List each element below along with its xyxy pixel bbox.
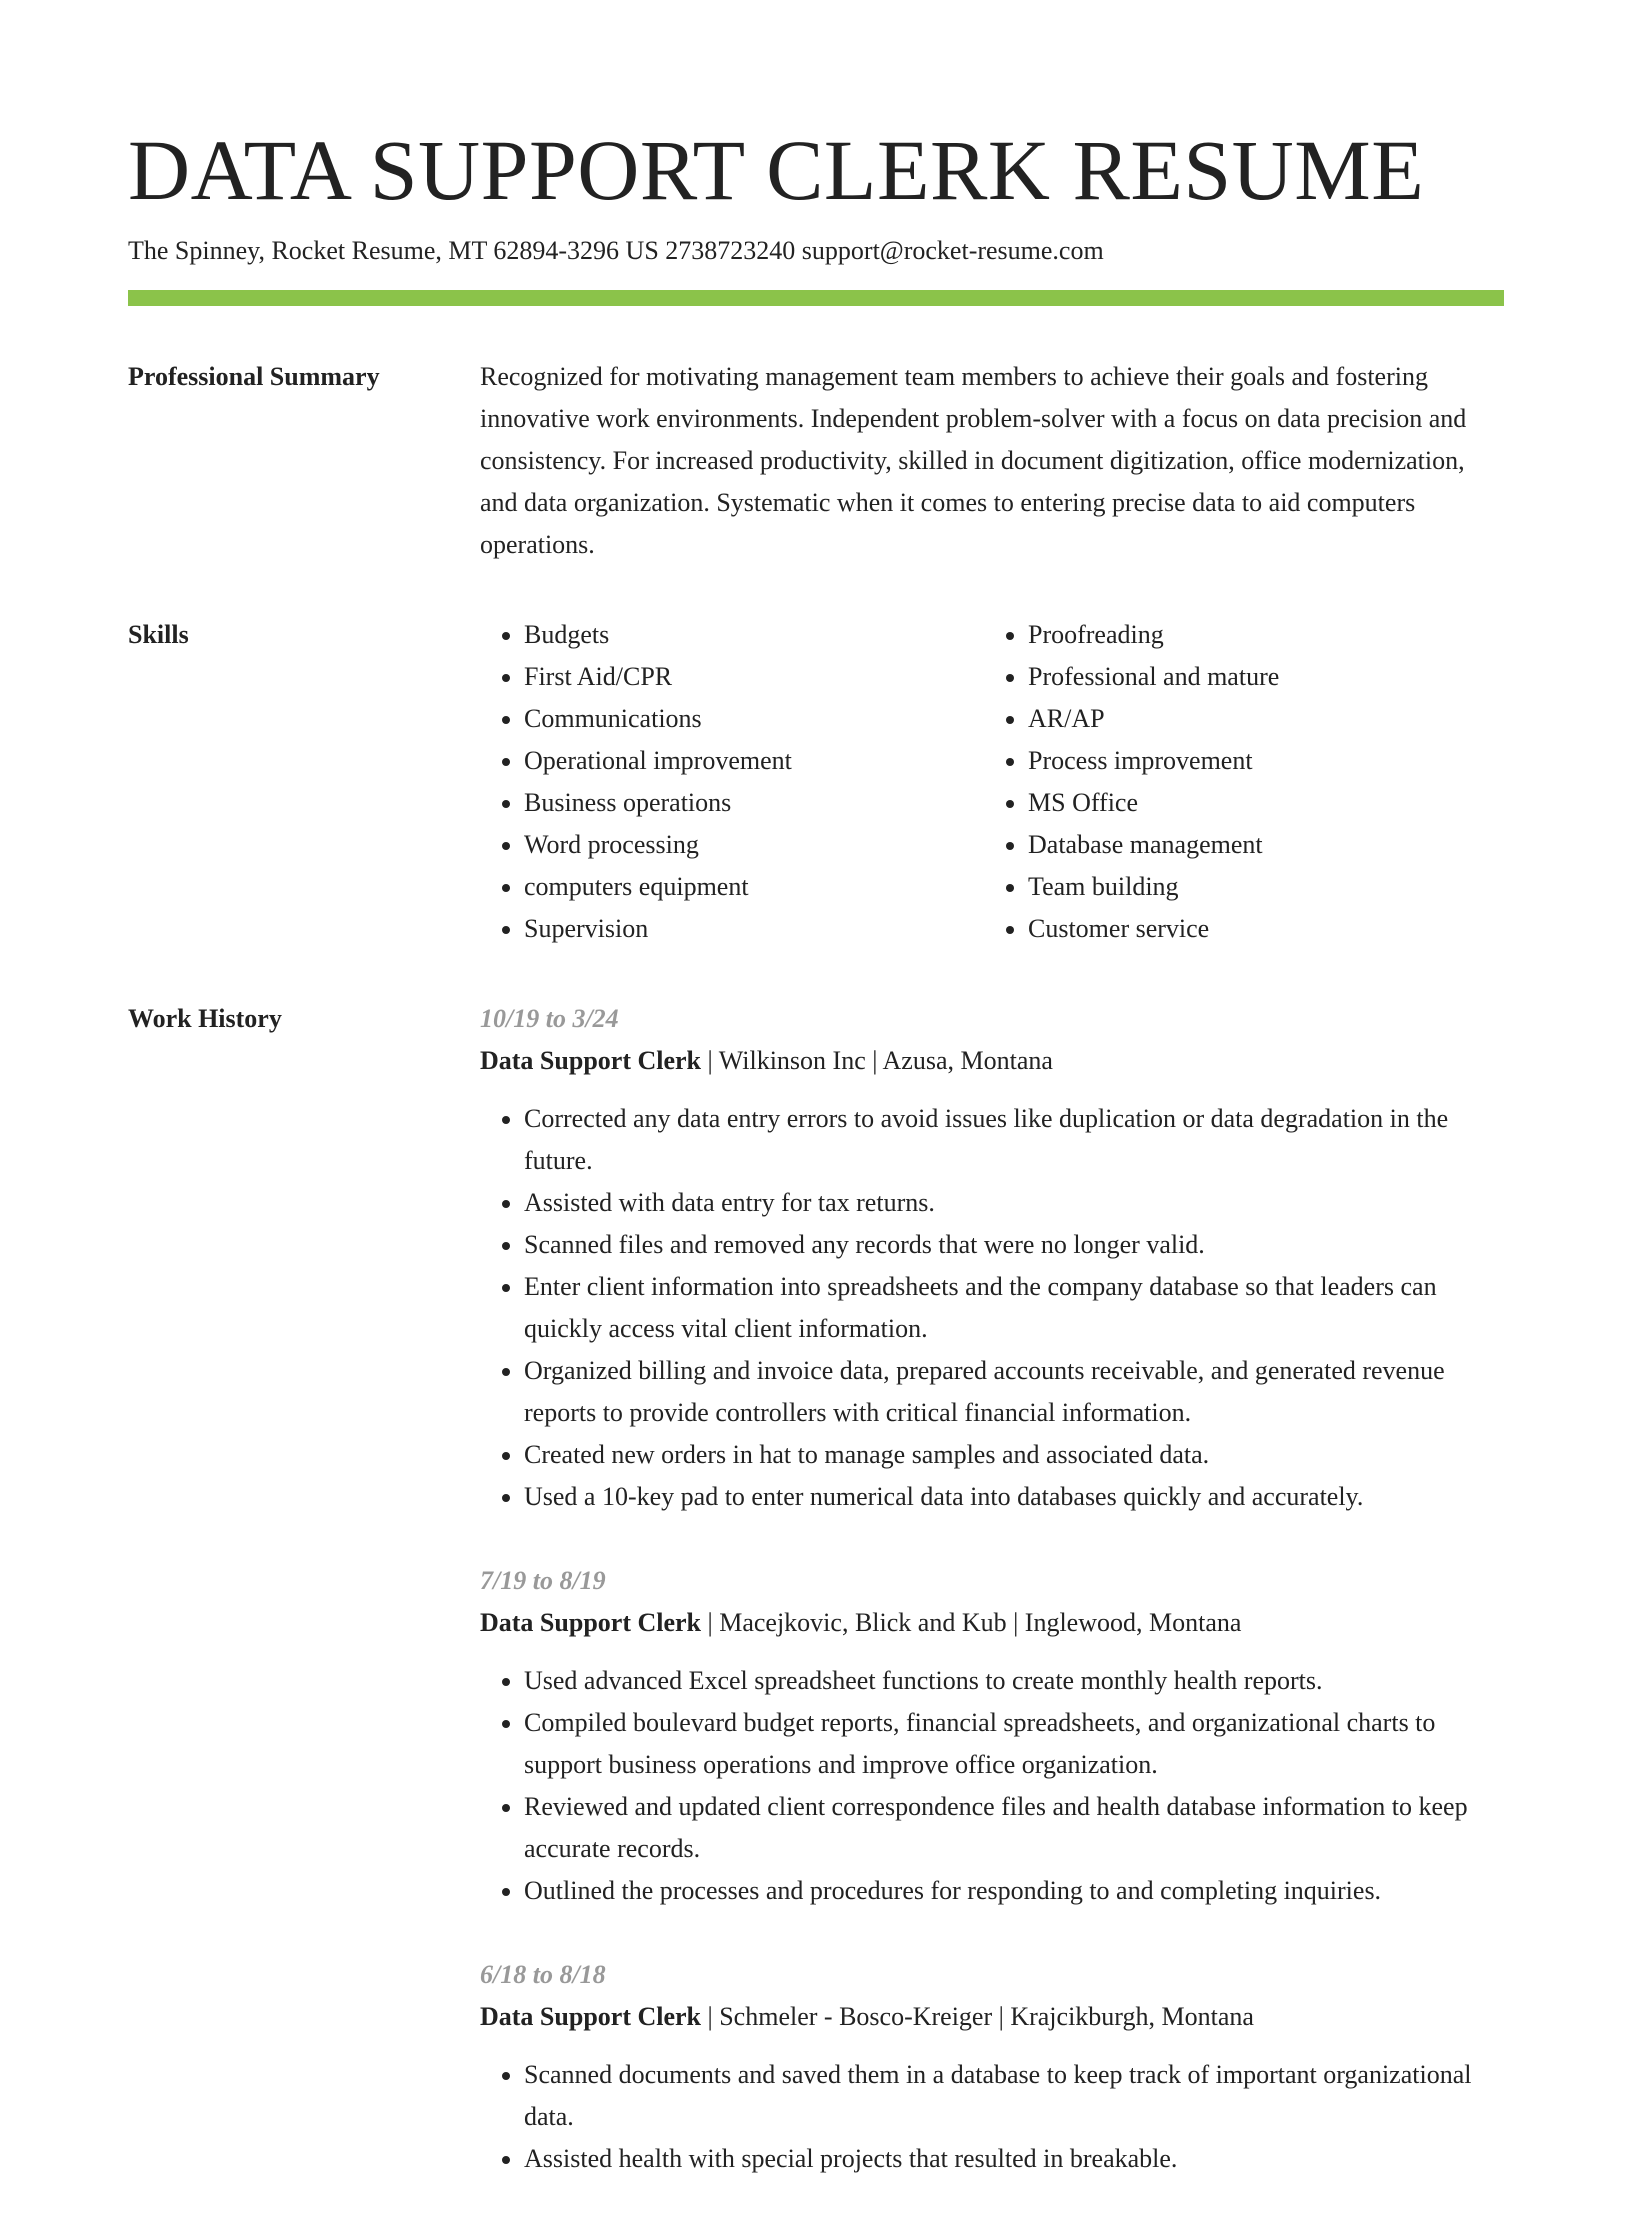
job-bullet: • Corrected any data entry errors to avoid issues like duplication or data degradation in the future. xyxy=(524,1098,1504,1182)
job-bullet: • Created new orders in hat to manage samples and associated data. xyxy=(524,1434,1504,1476)
work-history-section xyxy=(128,998,1504,2222)
job-bullet: • Enter client information into spreadsheets and the company database so that leaders can quickly access vital client information. xyxy=(524,1266,1504,1350)
job-bullet: • Assisted health with special projects that resulted in breakable. xyxy=(524,2138,1504,2180)
skill-item: • Process improvement xyxy=(1028,740,1488,782)
job-entry xyxy=(480,998,1504,1518)
summary-text: Recognized for motivating management team members to achieve their goals and fostering innovative work environments. Independent problem-solver with a focus on data precision and consistency. For increased productivity, skilled in document digitization, office modernization, and data organization. Systematic when it comes to entering precise data to aid computers operations. xyxy=(480,362,1467,559)
section-label-summary: Professional Summary xyxy=(128,362,380,391)
job-title: Data Support Clerk xyxy=(480,1608,702,1637)
skill-item: • Team building xyxy=(1028,866,1488,908)
job-entry xyxy=(480,1560,1504,1912)
job-employer-location: | Macejkovic, Blick and Kub | Inglewood, Montana xyxy=(701,1608,1242,1637)
section-label-work-history: Work History xyxy=(128,1004,282,1033)
resume-title: DATA SUPPORT CLERK RESUME xyxy=(128,122,1425,218)
job-heading xyxy=(480,1602,1504,1644)
job-heading xyxy=(480,1040,1504,1082)
job-bullet: • Organized billing and invoice data, prepared accounts receivable, and generated revenue reports to provide controllers with critical financial information. xyxy=(524,1350,1504,1434)
skills-columns xyxy=(480,614,1504,950)
skills-list-left xyxy=(480,614,984,950)
job-heading xyxy=(480,1996,1504,2038)
job-bullet: • Compiled boulevard budget reports, financial spreadsheets, and organizational charts to support business operations and improve office organization. xyxy=(524,1702,1504,1786)
job-bullet: • Reviewed and updated client correspondence files and health database information to keep accurate records. xyxy=(524,1786,1504,1870)
skill-item: • AR/AP xyxy=(1028,698,1488,740)
job-dates: 10/19 to 3/24 xyxy=(480,1004,619,1033)
job-bullet: • Outlined the processes and procedures for responding to and completing inquiries. xyxy=(524,1870,1504,1912)
skill-item: • Customer service xyxy=(1028,908,1488,950)
job-employer-location: | Wilkinson Inc | Azusa, Montana xyxy=(701,1046,1053,1075)
contact-line: The Spinney, Rocket Resume, MT 62894-3296 US 2738723240 support@rocket-resume.com xyxy=(128,236,1104,265)
job-employer-location: | Schmeler - Bosco-Kreiger | Krajcikburgh, Montana xyxy=(701,2002,1254,2031)
job-dates: 7/19 to 8/19 xyxy=(480,1566,606,1595)
skill-item: • computers equipment xyxy=(524,866,984,908)
skill-item: • Proofreading xyxy=(1028,614,1488,656)
job-bullets xyxy=(480,1660,1504,1912)
job-title: Data Support Clerk xyxy=(480,2002,702,2031)
job-entry xyxy=(480,1954,1504,2180)
section-label-skills: Skills xyxy=(128,620,189,649)
skill-item: • Professional and mature xyxy=(1028,656,1488,698)
skill-item: • MS Office xyxy=(1028,782,1488,824)
skill-item: • Supervision xyxy=(524,908,984,950)
skill-item: • First Aid/CPR xyxy=(524,656,984,698)
summary-section xyxy=(128,356,1504,566)
job-title: Data Support Clerk xyxy=(480,1046,702,1075)
job-bullet: • Used a 10-key pad to enter numerical data into databases quickly and accurately. xyxy=(524,1476,1504,1518)
job-bullet: • Scanned files and removed any records that were no longer valid. xyxy=(524,1224,1504,1266)
job-bullet: • Scanned documents and saved them in a database to keep track of important organizational data. xyxy=(524,2054,1504,2138)
job-dates: 6/18 to 8/18 xyxy=(480,1960,606,1989)
job-bullets xyxy=(480,2054,1504,2180)
skill-item: • Business operations xyxy=(524,782,984,824)
skills-list-right xyxy=(984,614,1488,950)
accent-divider xyxy=(128,290,1504,306)
skill-item: • Communications xyxy=(524,698,984,740)
skill-item: • Budgets xyxy=(524,614,984,656)
skill-item: • Word processing xyxy=(524,824,984,866)
job-bullets xyxy=(480,1098,1504,1518)
job-bullet: • Used advanced Excel spreadsheet functions to create monthly health reports. xyxy=(524,1660,1504,1702)
resume-page xyxy=(128,118,1504,2222)
job-bullet: • Assisted with data entry for tax returns. xyxy=(524,1182,1504,1224)
skills-section xyxy=(128,614,1504,950)
skill-item: • Operational improvement xyxy=(524,740,984,782)
skill-item: • Database management xyxy=(1028,824,1488,866)
